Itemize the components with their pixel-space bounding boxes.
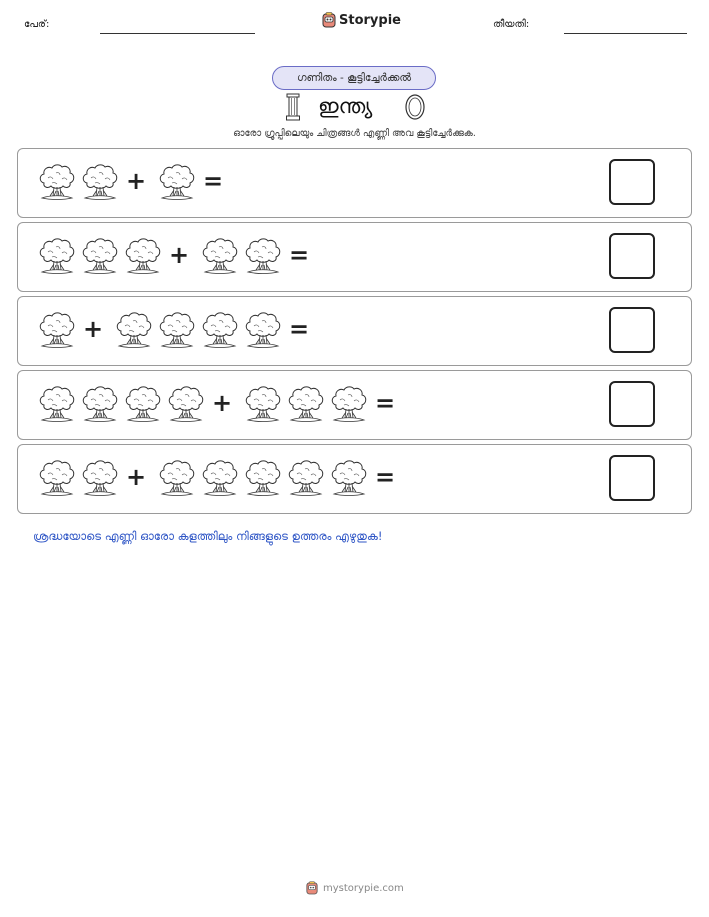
banyan-tree-icon (115, 311, 153, 351)
banyan-tree-icon (81, 459, 119, 499)
banyan-tree-icon (244, 237, 282, 277)
banyan-tree-icon (158, 311, 196, 351)
name-label: പേര്: (24, 19, 50, 30)
banyan-tree-icon (167, 385, 205, 425)
site-credit (306, 881, 404, 895)
equals-sign: = (375, 463, 396, 491)
problem-row (17, 222, 692, 292)
banyan-tree-icon (124, 385, 162, 425)
plus-sign: + (169, 241, 190, 269)
storypie-mascot-icon (306, 881, 318, 895)
banyan-tree-icon (244, 311, 282, 351)
banyan-tree-icon (201, 459, 239, 499)
banyan-tree-icon (38, 237, 76, 277)
equals-sign: = (289, 315, 310, 343)
banyan-tree-icon (81, 237, 119, 277)
banyan-tree-icon (158, 163, 196, 203)
plus-sign: + (212, 389, 233, 417)
banyan-tree-icon (244, 385, 282, 425)
date-field[interactable] (564, 33, 687, 34)
problem-row (17, 444, 692, 514)
name-field[interactable] (100, 33, 255, 34)
banyan-tree-icon (244, 459, 282, 499)
equals-sign: = (203, 167, 224, 195)
date-label: തീയതി: (493, 19, 530, 30)
banyan-tree-icon (287, 385, 325, 425)
banyan-tree-icon (330, 459, 368, 499)
problem-row (17, 370, 692, 440)
brand-logo (322, 12, 401, 28)
problem-row (17, 148, 692, 218)
problem-row (17, 296, 692, 366)
plus-sign: + (126, 167, 147, 195)
answer-box[interactable] (609, 381, 655, 427)
banyan-tree-icon (287, 459, 325, 499)
equals-sign: = (375, 389, 396, 417)
answer-box[interactable] (609, 233, 655, 279)
answer-box[interactable] (609, 159, 655, 205)
banyan-tree-icon (38, 385, 76, 425)
banyan-tree-icon (38, 163, 76, 203)
banyan-tree-icon (38, 311, 76, 351)
banyan-tree-icon (81, 163, 119, 203)
pillar-icon (286, 93, 300, 121)
plus-sign: + (126, 463, 147, 491)
banyan-tree-icon (330, 385, 368, 425)
banyan-tree-icon (201, 311, 239, 351)
topic-pill: ഗണിതം - കൂട്ടിച്ചേർക്കൽ (272, 66, 436, 90)
banyan-tree-icon (38, 459, 76, 499)
answer-box[interactable] (609, 307, 655, 353)
page-title: ഇന്ത്യ (318, 94, 373, 118)
banyan-tree-icon (124, 237, 162, 277)
brand-name: Storypie (339, 12, 401, 28)
answer-box[interactable] (609, 455, 655, 501)
instruction-text: ഓരോ ഗ്രൂപ്പിലെയും ചിത്രങ്ങൾ എണ്ണി അവ കൂട്ടിച്ചേർക്കുക. (233, 128, 476, 139)
banyan-tree-icon (158, 459, 196, 499)
coin-icon (405, 94, 425, 120)
banyan-tree-icon (201, 237, 239, 277)
banyan-tree-icon (81, 385, 119, 425)
footer-note: ശ്രദ്ധയോടെ എണ്ണി ഓരോ കളത്തിലും നിങ്ങളുടെ ഉത്തരം എഴുതുക! (33, 529, 383, 543)
title-row (0, 92, 709, 122)
equals-sign: = (289, 241, 310, 269)
site-link[interactable]: mystorypie.com (323, 882, 404, 894)
storypie-mascot-icon (322, 12, 336, 28)
plus-sign: + (83, 315, 104, 343)
